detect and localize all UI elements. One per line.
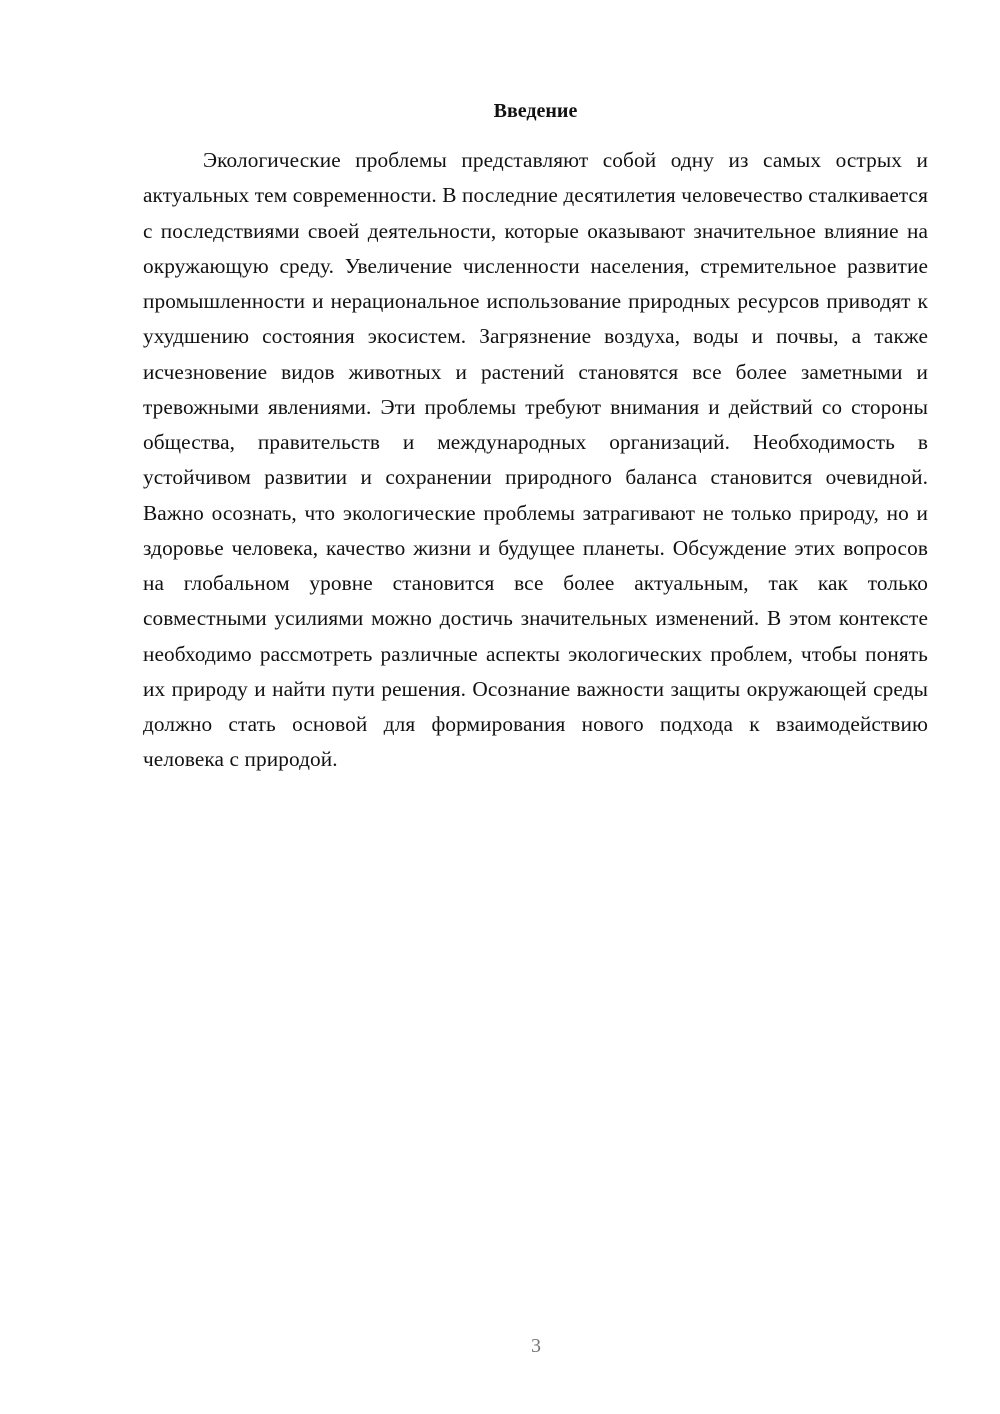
section-heading: Введение	[493, 100, 578, 122]
page-number: 3	[531, 1335, 541, 1357]
body-paragraph: Экологические проблемы представляют собой одну из самых острых и актуальных тем современности. В последние десятилетия человечество сталкивается с последствиями своей деятельности, которые оказывают значительное влияние на окружающую среду. Увеличение численности населения, стремительное развитие промышленности и нерациональное использование природных ресурсов приводят к ухудшению состояния экосистем. Загрязнение воздуха, воды и почвы, а также исчезновение видов животных и растений становятся все более заметными и тревожными явлениями. Эти проблемы требуют внимания и действий со стороны общества, правительств и международных организаций. Необходимость в устойчивом развитии и сохранении природного баланса становится очевидной. Важно осознать, что экологические проблемы затрагивают не только природу, но и здоровье человека, качество жизни и будущее планеты. Обсуждение этих вопросов на глобальном уровне становится все более актуальным, так как только совместными усилиями можно достичь значительных изменений. В этом контексте необходимо рассмотреть различные аспекты экологических проблем, чтобы понять их природу и найти пути решения. Осознание важности защиты окружающей среды должно стать основой для формирования нового подхода к взаимодействию человека с природой.	[143, 148, 928, 772]
